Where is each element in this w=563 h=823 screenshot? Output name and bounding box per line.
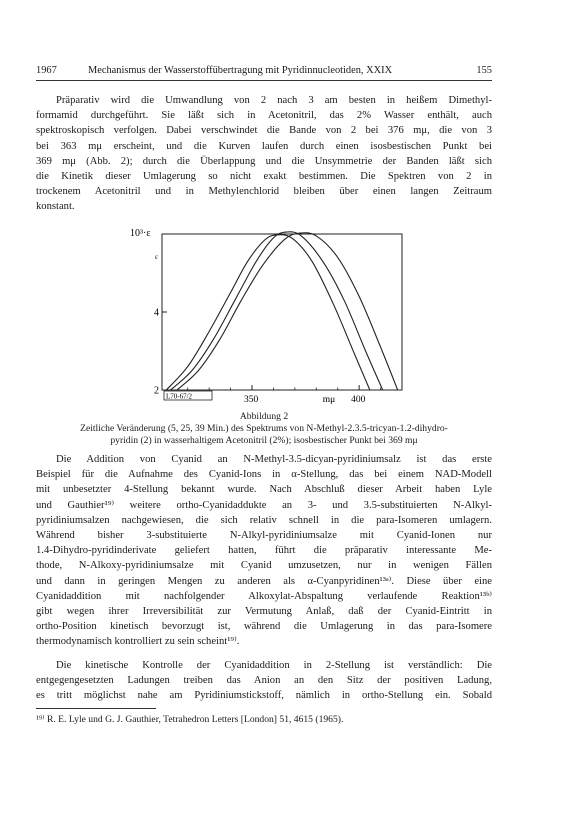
spectrum-chart	[120, 228, 440, 408]
text-line: konstant.	[36, 201, 75, 213]
text-line: Beispiel für die Aufnahme des Cyanid-Ions in α-Stellung, das bei einem NAD-Modell	[36, 469, 492, 481]
caption-line: pyridin (2) in wasserhaltigem Acetonitril (2%); isosbestischer Punkt bei 369 mμ	[110, 435, 418, 447]
text-line: bei 363 mμ erscheint, und die Kurven laufen durch einen isosbestischen Punkt bei	[36, 140, 492, 152]
figure-spectrum	[120, 228, 440, 408]
text-line: thermodynamisch kontrolliert zu sein scheint¹⁹⁾.	[36, 636, 240, 648]
footnote-rule	[36, 708, 156, 709]
paragraph-1	[36, 93, 492, 215]
text-line: pyridiniumsalzen nachgewiesen, die sich relativ schnell in die para-Isomeren umlagern.	[36, 514, 492, 526]
text-line: Die kinetische Kontrolle der Cyanidaddition in 2-Stellung ist verständlich: Die	[56, 660, 492, 671]
text-line: gibt wegen ihrer Irreversibilität zur Vermutung Anlaß, daß der Cyanid-Eintritt in	[36, 605, 492, 617]
header-title: Mechanismus der Wasserstoffübertragung mit Pyridinnucleotiden, XXIX	[88, 65, 393, 76]
text-line: Präparativ wird die Umwandlung von 2 nach 3 am besten in heißem Dimethyl-	[56, 95, 492, 106]
text-line: ortho-Position kinetisch bevorzugt ist, während die Umlagerung in das para-Isomere	[36, 621, 492, 633]
epsilon-label: ε	[155, 253, 158, 261]
paragraph-2	[36, 452, 492, 649]
header-rule	[36, 80, 492, 81]
y-tick-label: 2	[154, 385, 159, 397]
spectrum-curve-1	[177, 233, 398, 390]
x-unit-label: mμ	[322, 395, 336, 405]
spectrum-curves	[166, 232, 397, 390]
text-line: Während bisher 3-substituierte N-Alkyl-pyridiniumsalze mit Cyanid-Ionen nur	[36, 529, 492, 541]
figure-caption	[52, 423, 476, 447]
text-line: und dann in geringen Mengen zu anderen als α-Cyanpyridinen¹³ᵃ⁾. Diese über eine	[36, 575, 492, 587]
paragraph-3	[36, 658, 492, 704]
text-line: entgegengesetzten Ladungen treiben das Anion an den Sitz der positiven Ladung,	[36, 675, 492, 687]
x-tick-label: 400	[351, 395, 366, 405]
text-line: es tritt möglichst nahe am Pyridiniumstickstoff, nämlich in ortho-Stellung ein. Sobald	[36, 690, 492, 702]
text-line: und Gauthier¹⁹⁾ weitere ortho-Cyanidaddukte an 3- und 3.5-substituierten N-Alkyl-	[36, 499, 492, 511]
text-line: die Kinetik dieser Umlagerung so nicht exakt bestimmen. Die Spektren von 2 in	[36, 170, 492, 182]
y-tick-label: 4	[154, 307, 159, 319]
plate-label: L70-67/2	[166, 392, 193, 401]
text-line: spektroskopisch verfolgen. Dabei verschwindet die Bande von 2 bei 376 mμ, die von 3	[36, 125, 492, 137]
running-header	[36, 64, 492, 78]
text-line: thode, N-Alkoxy-pyridiniumsalze mit Cyanid umzusetzen, nur in wenigen Fällen	[36, 560, 492, 572]
footnote: ¹⁹⁾ R. E. Lyle und G. J. Gauthier, Tetrahedron Letters [London] 51, 4615 (1965).	[36, 714, 344, 725]
caption-line: Zeitliche Veränderung (5, 25, 39 Min.) des Spektrums von N-Methyl-2.3.5-tricyan-1.2-dihydro-	[80, 423, 448, 434]
text-line: Cyanidaddition mit nachfolgender Alkoxylat-Abspaltung verlaufende Reaktion¹³ᵇ⁾	[36, 590, 492, 602]
x-tick-label: 350	[244, 395, 259, 405]
page-number: 155	[476, 65, 492, 76]
text-line: formamid durchgeführt. Sie läßt sich in Acetonitril, das 2% Wasser enthält, auch	[36, 110, 492, 122]
y-axis-label: 10³·ε	[130, 228, 151, 239]
text-line: Die Addition von Cyanid an N-Methyl-3.5-dicyan-pyridiniumsalz ist das erste	[56, 454, 492, 465]
header-year: 1967	[36, 65, 57, 76]
text-line: 369 mμ (Abb. 2); durch die Überlappung und die Unsymmetrie der Banden läßt sich	[36, 155, 492, 167]
text-line: trockenem Acetonitril und in Methylenchlorid bleiben über einen langen Zeitraum	[36, 186, 492, 198]
text-line: 1.4-Dihydro-pyridinderivate geliefert hatten, führt die präparativ interessante Me-	[36, 545, 492, 557]
text-line: mit unbesetzter 4-Stellung bekannt wurde. Nach Abschluß dieser Arbeit haben Lyle	[36, 484, 492, 496]
figure-caption-title: Abbildung 2	[239, 411, 289, 422]
